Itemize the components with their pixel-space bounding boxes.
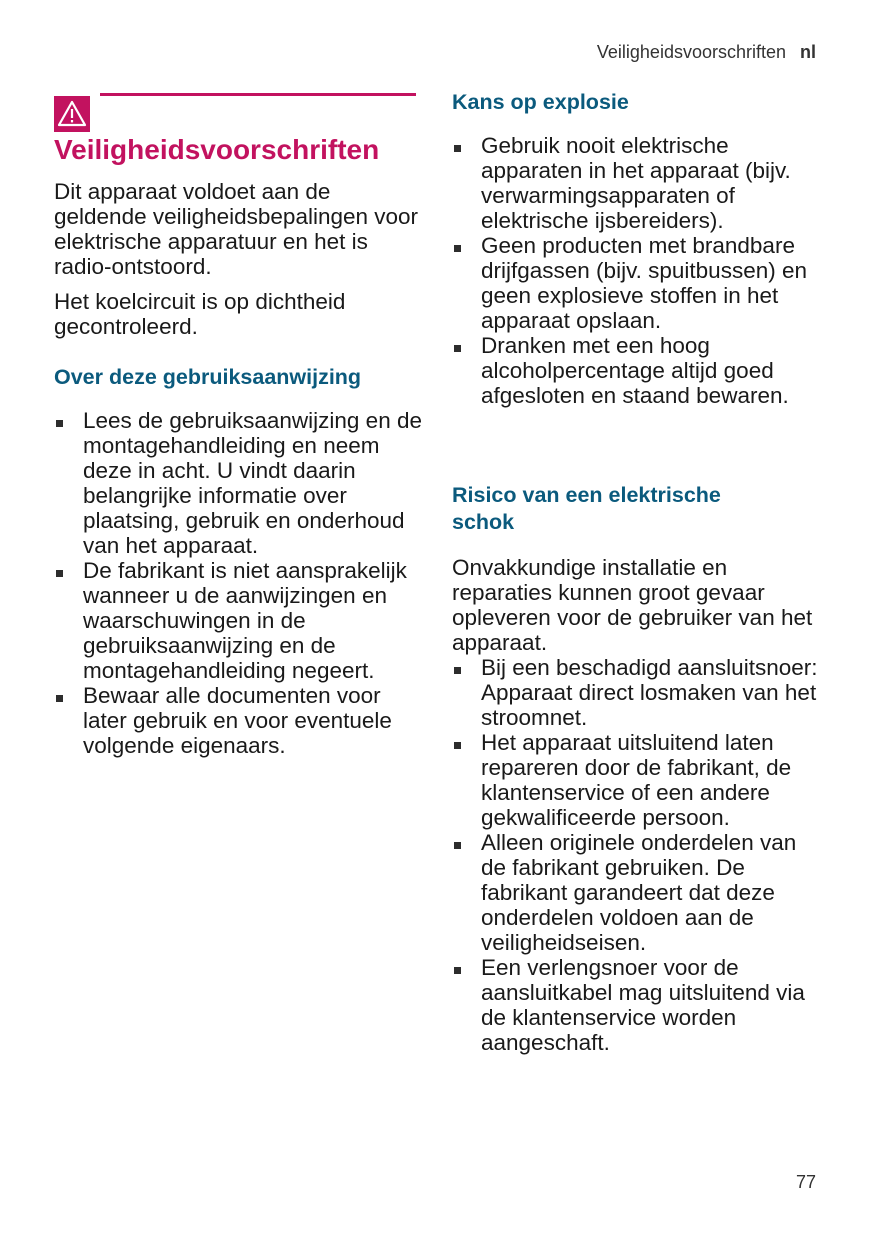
bullet-square-icon: [454, 345, 461, 352]
section-heading-explosion: Kans op explosie: [452, 90, 629, 114]
running-header-language: nl: [800, 42, 816, 62]
bullet-square-icon: [454, 145, 461, 152]
running-header: [597, 42, 816, 63]
list-item: De fabrikant is niet aansprakelijk wanneer u de aanwijzingen en waarschuwingen in de gebruiksaanwijzing en de montagehandleiding negeert.: [54, 558, 424, 683]
electric-shock-list: [452, 655, 822, 1055]
list-item: Bewaar alle documenten voor later gebruik en voor eventuele volgende eigenaars.: [54, 683, 424, 758]
page-number: 77: [795, 1172, 816, 1192]
warning-triangle-icon: [54, 96, 90, 132]
list-item: Dranken met een hoog alcoholpercentage altijd goed afgesloten en staand bewaren.: [452, 333, 822, 408]
section-heading-about-manual: Over deze gebruiksaanwijzing: [54, 365, 362, 389]
running-header-section: Veiligheidsvoorschriften: [596, 42, 786, 62]
about-manual-list: [54, 408, 424, 758]
bullet-square-icon: [454, 967, 461, 974]
bullet-square-icon: [56, 420, 63, 427]
bullet-square-icon: [56, 695, 63, 702]
bullet-square-icon: [454, 667, 461, 674]
bullet-square-icon: [454, 245, 461, 252]
page-title: Veiligheidsvoorschriften: [54, 134, 380, 165]
list-item: Gebruik nooit elektrische apparaten in het apparaat (bijv. verwarmingsapparaten of elektrische ijsbereiders).: [452, 133, 822, 233]
bullet-square-icon: [454, 742, 461, 749]
list-item: Bij een beschadigd aansluitsnoer: Apparaat direct losmaken van het stroomnet.: [452, 655, 822, 730]
list-item: Een verlengsnoer voor de aansluitkabel mag uitsluitend via de klantenservice worden aangeschaft.: [452, 955, 822, 1055]
explosion-list: [452, 133, 822, 408]
list-item: Lees de gebruiksaanwijzing en de montagehandleiding en neem deze in acht. U vindt daarin belangrijke informatie over plaatsing, gebruik en onderhoud van het apparaat.: [54, 408, 424, 558]
list-item: Alleen originele onderdelen van de fabrikant gebruiken. De fabrikant garandeert dat deze onderdelen voldoen aan de veiligheidseisen.: [452, 830, 822, 955]
bullet-square-icon: [454, 842, 461, 849]
section-heading-electric-shock: Risico van een elektrische schok: [452, 483, 721, 534]
list-item: Geen producten met brandbare drijfgassen (bijv. spuitbussen) en geen explosieve stoffen in het apparaat opslaan.: [452, 233, 822, 333]
intro-paragraph-2: Het koelcircuit is op dichtheid gecontroleerd.: [54, 289, 346, 339]
warning-rule: [100, 93, 416, 96]
bullet-square-icon: [56, 570, 63, 577]
intro-paragraph-1: Dit apparaat voldoet aan de geldende veiligheidsbepalingen voor elektrische apparatuur en het is radio-ontstoord.: [54, 179, 419, 279]
electric-shock-intro: Onvakkundige installatie en reparaties kunnen groot gevaar opleveren voor de gebruiker van het apparaat.: [452, 555, 813, 655]
list-item: Het apparaat uitsluitend laten repareren door de fabrikant, de klantenservice of een andere gekwalificeerde persoon.: [452, 730, 822, 830]
